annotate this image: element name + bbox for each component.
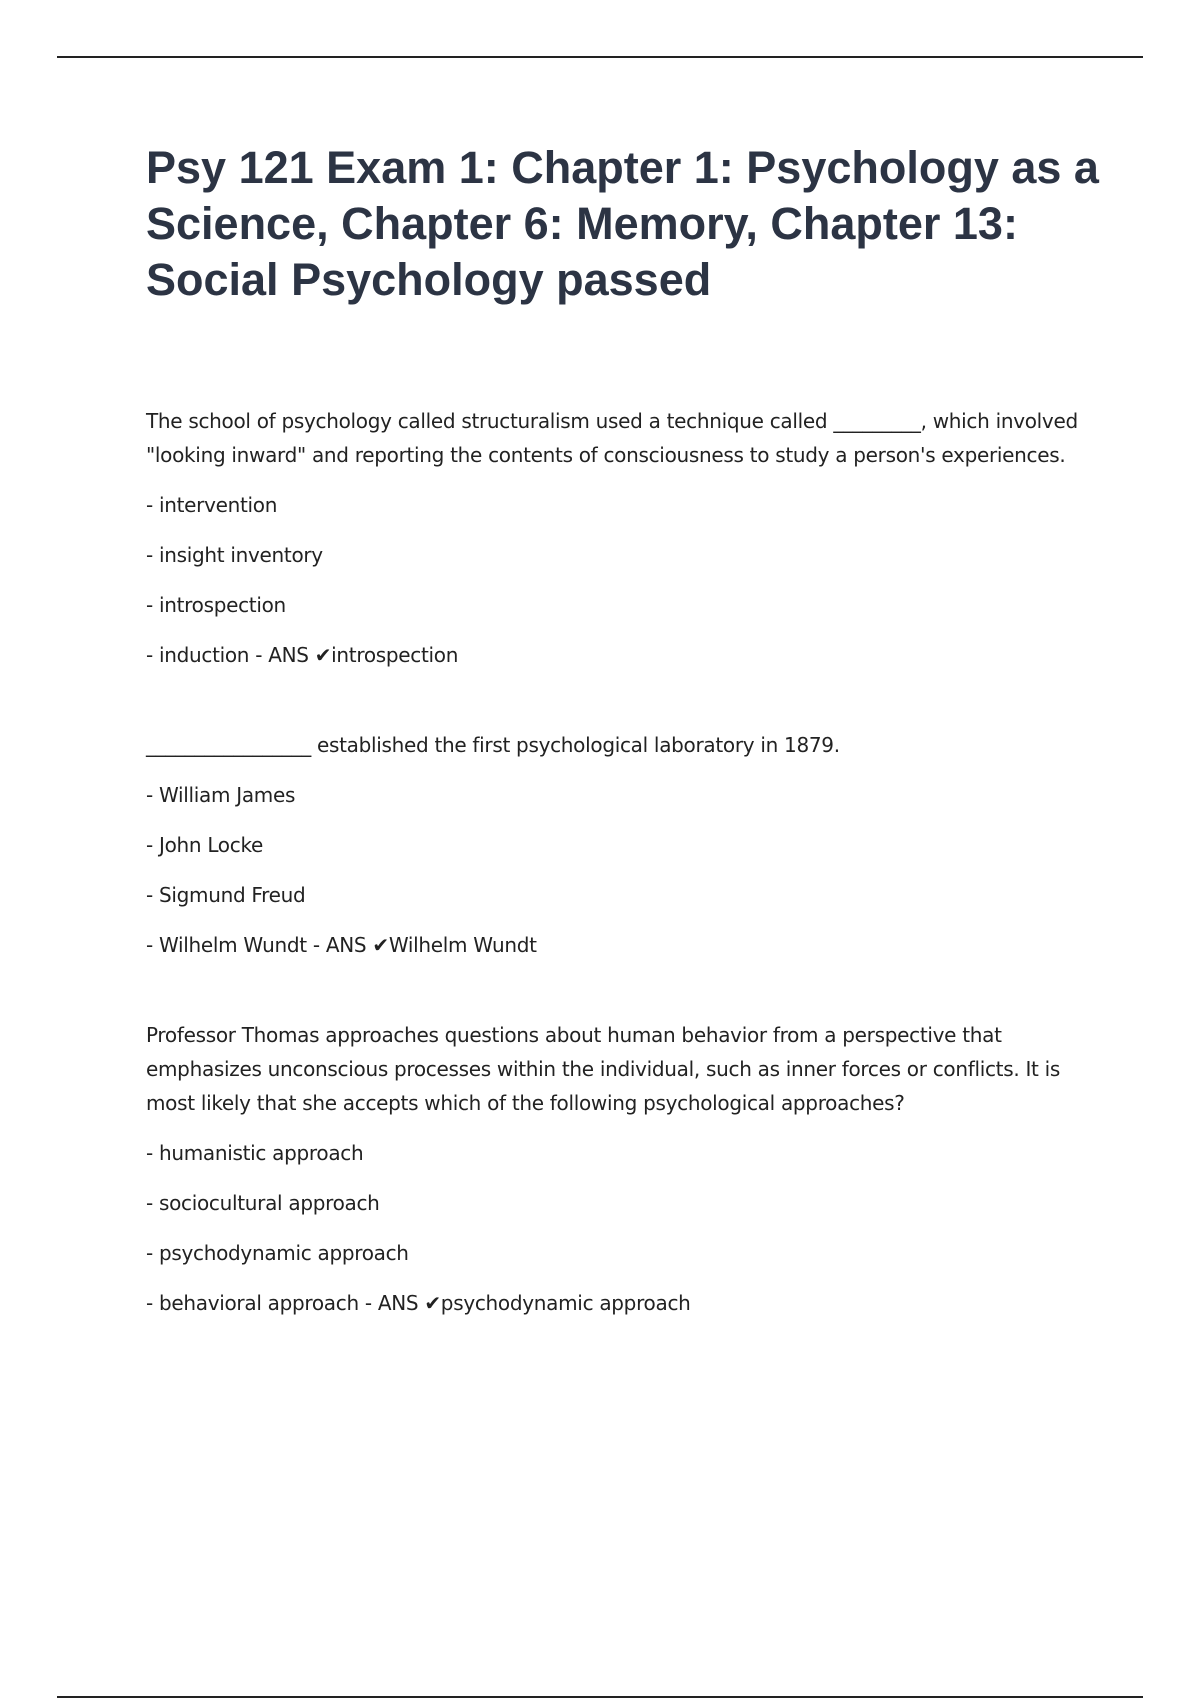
top-rule (57, 56, 1143, 58)
question-text: The school of psychology called structuralism used a technique called _________, which involved "looking inward" and reporting the contents of consciousness to study a person's experiences. (146, 409, 1078, 467)
answer-options (146, 1136, 1106, 1320)
answer-option-with-key: - Wilhelm Wundt - ANS ✔Wilhelm Wundt (146, 933, 537, 957)
question-3 (146, 1018, 1106, 1320)
question-2 (146, 728, 1106, 962)
bottom-rule (57, 1696, 1143, 1698)
answer-option: - William James (146, 783, 296, 807)
answer-option: - insight inventory (146, 543, 323, 567)
answer-options (146, 488, 1106, 672)
question-1 (146, 404, 1106, 672)
answer-option: - introspection (146, 593, 286, 617)
document-body (146, 140, 1106, 1376)
question-text: _________________ established the first psychological laboratory in 1879. (146, 733, 840, 757)
document-title: Psy 121 Exam 1: Chapter 1: Psychology as a Science, Chapter 6: Memory, Chapter 13: Social Psychology passed (146, 142, 1099, 305)
answer-option: - Sigmund Freud (146, 883, 306, 907)
answer-option: - humanistic approach (146, 1141, 364, 1165)
answer-option: - psychodynamic approach (146, 1241, 409, 1265)
answer-options (146, 778, 1106, 962)
answer-option: - intervention (146, 493, 278, 517)
question-text: Professor Thomas approaches questions about human behavior from a perspective that emphasizes unconscious processes within the individual, such as inner forces or conflicts. It is most likely that she accepts which of the following psychological approaches? (146, 1023, 1061, 1115)
question-list (146, 404, 1106, 1320)
answer-option: - sociocultural approach (146, 1191, 380, 1215)
answer-option-with-key: - induction - ANS ✔introspection (146, 643, 459, 667)
answer-option: - John Locke (146, 833, 264, 857)
answer-option-with-key: - behavioral approach - ANS ✔psychodynamic approach (146, 1291, 691, 1315)
